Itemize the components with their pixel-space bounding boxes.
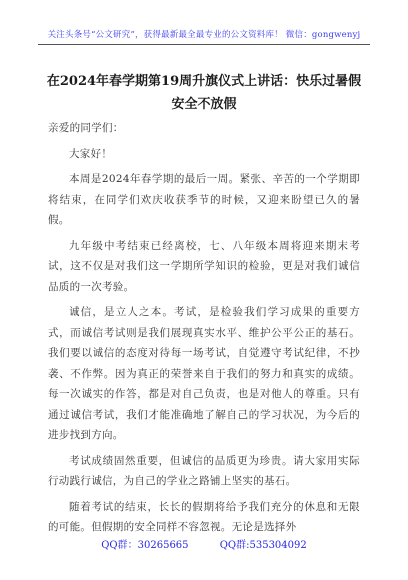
paragraph: 考试成绩固然重要，但诚信的品质更为珍贵。请大家用实际行动践行诚信，为自己的学业之路铺上坚实的基石。 — [48, 454, 360, 487]
paragraph: 本周是2024年春学期的最后一周。紧张、辛苦的一个学期即将结束，在同学们欢庆收获季节的时候，又迎来盼望已久的暑假。 — [48, 173, 360, 226]
footer-qq-group-1: QQ群：30265665 — [101, 540, 189, 551]
header-divider — [38, 44, 370, 45]
header-note: 关注头条号“公文研究”，获得最新最全最专业的公文资料库！ 微信：gongwenyj — [47, 30, 361, 40]
paragraph: 诚信，是立人之本。考试，是检验我们学习成果的重要方式，而诚信考试则是我们展现真实水平、维护公平公正的基石。我们要以诚信的态度对待每一场考试，自觉遵守考试纪律，不抄袭、不作弊。因为真正的荣誉来自于我们的努力和真实的成绩。每一次诚实的作答，都是对自己负责，也是对他人的尊重。只有通过诚信考试，我们才能准确地了解自己的学习状况，为今后的进步找到方向。 — [48, 306, 360, 441]
paragraph: 随着考试的结束，长长的假期将给予我们充分的休息和无限的可能。但假期的安全同样不容忽视。无论是选择外 — [48, 500, 360, 533]
salutation: 亲爱的同学们： — [48, 122, 124, 134]
paragraph-greeting: 大家好！ — [69, 147, 113, 160]
footer-qq-group-2: QQ群:535304092 — [219, 540, 307, 551]
document-title: 在2024年春学期第19周升旗仪式上讲话：快乐过暑假 安全不放假 — [46, 74, 362, 112]
document-body — [48, 118, 360, 543]
paragraph: 九年级中考结束已经离校，七、八年级本周将迎来期末考试，这不仅是对我们这一学期所学知识的检验，更是对我们诚信品质的一次考验。 — [48, 239, 360, 293]
footer — [0, 536, 408, 551]
